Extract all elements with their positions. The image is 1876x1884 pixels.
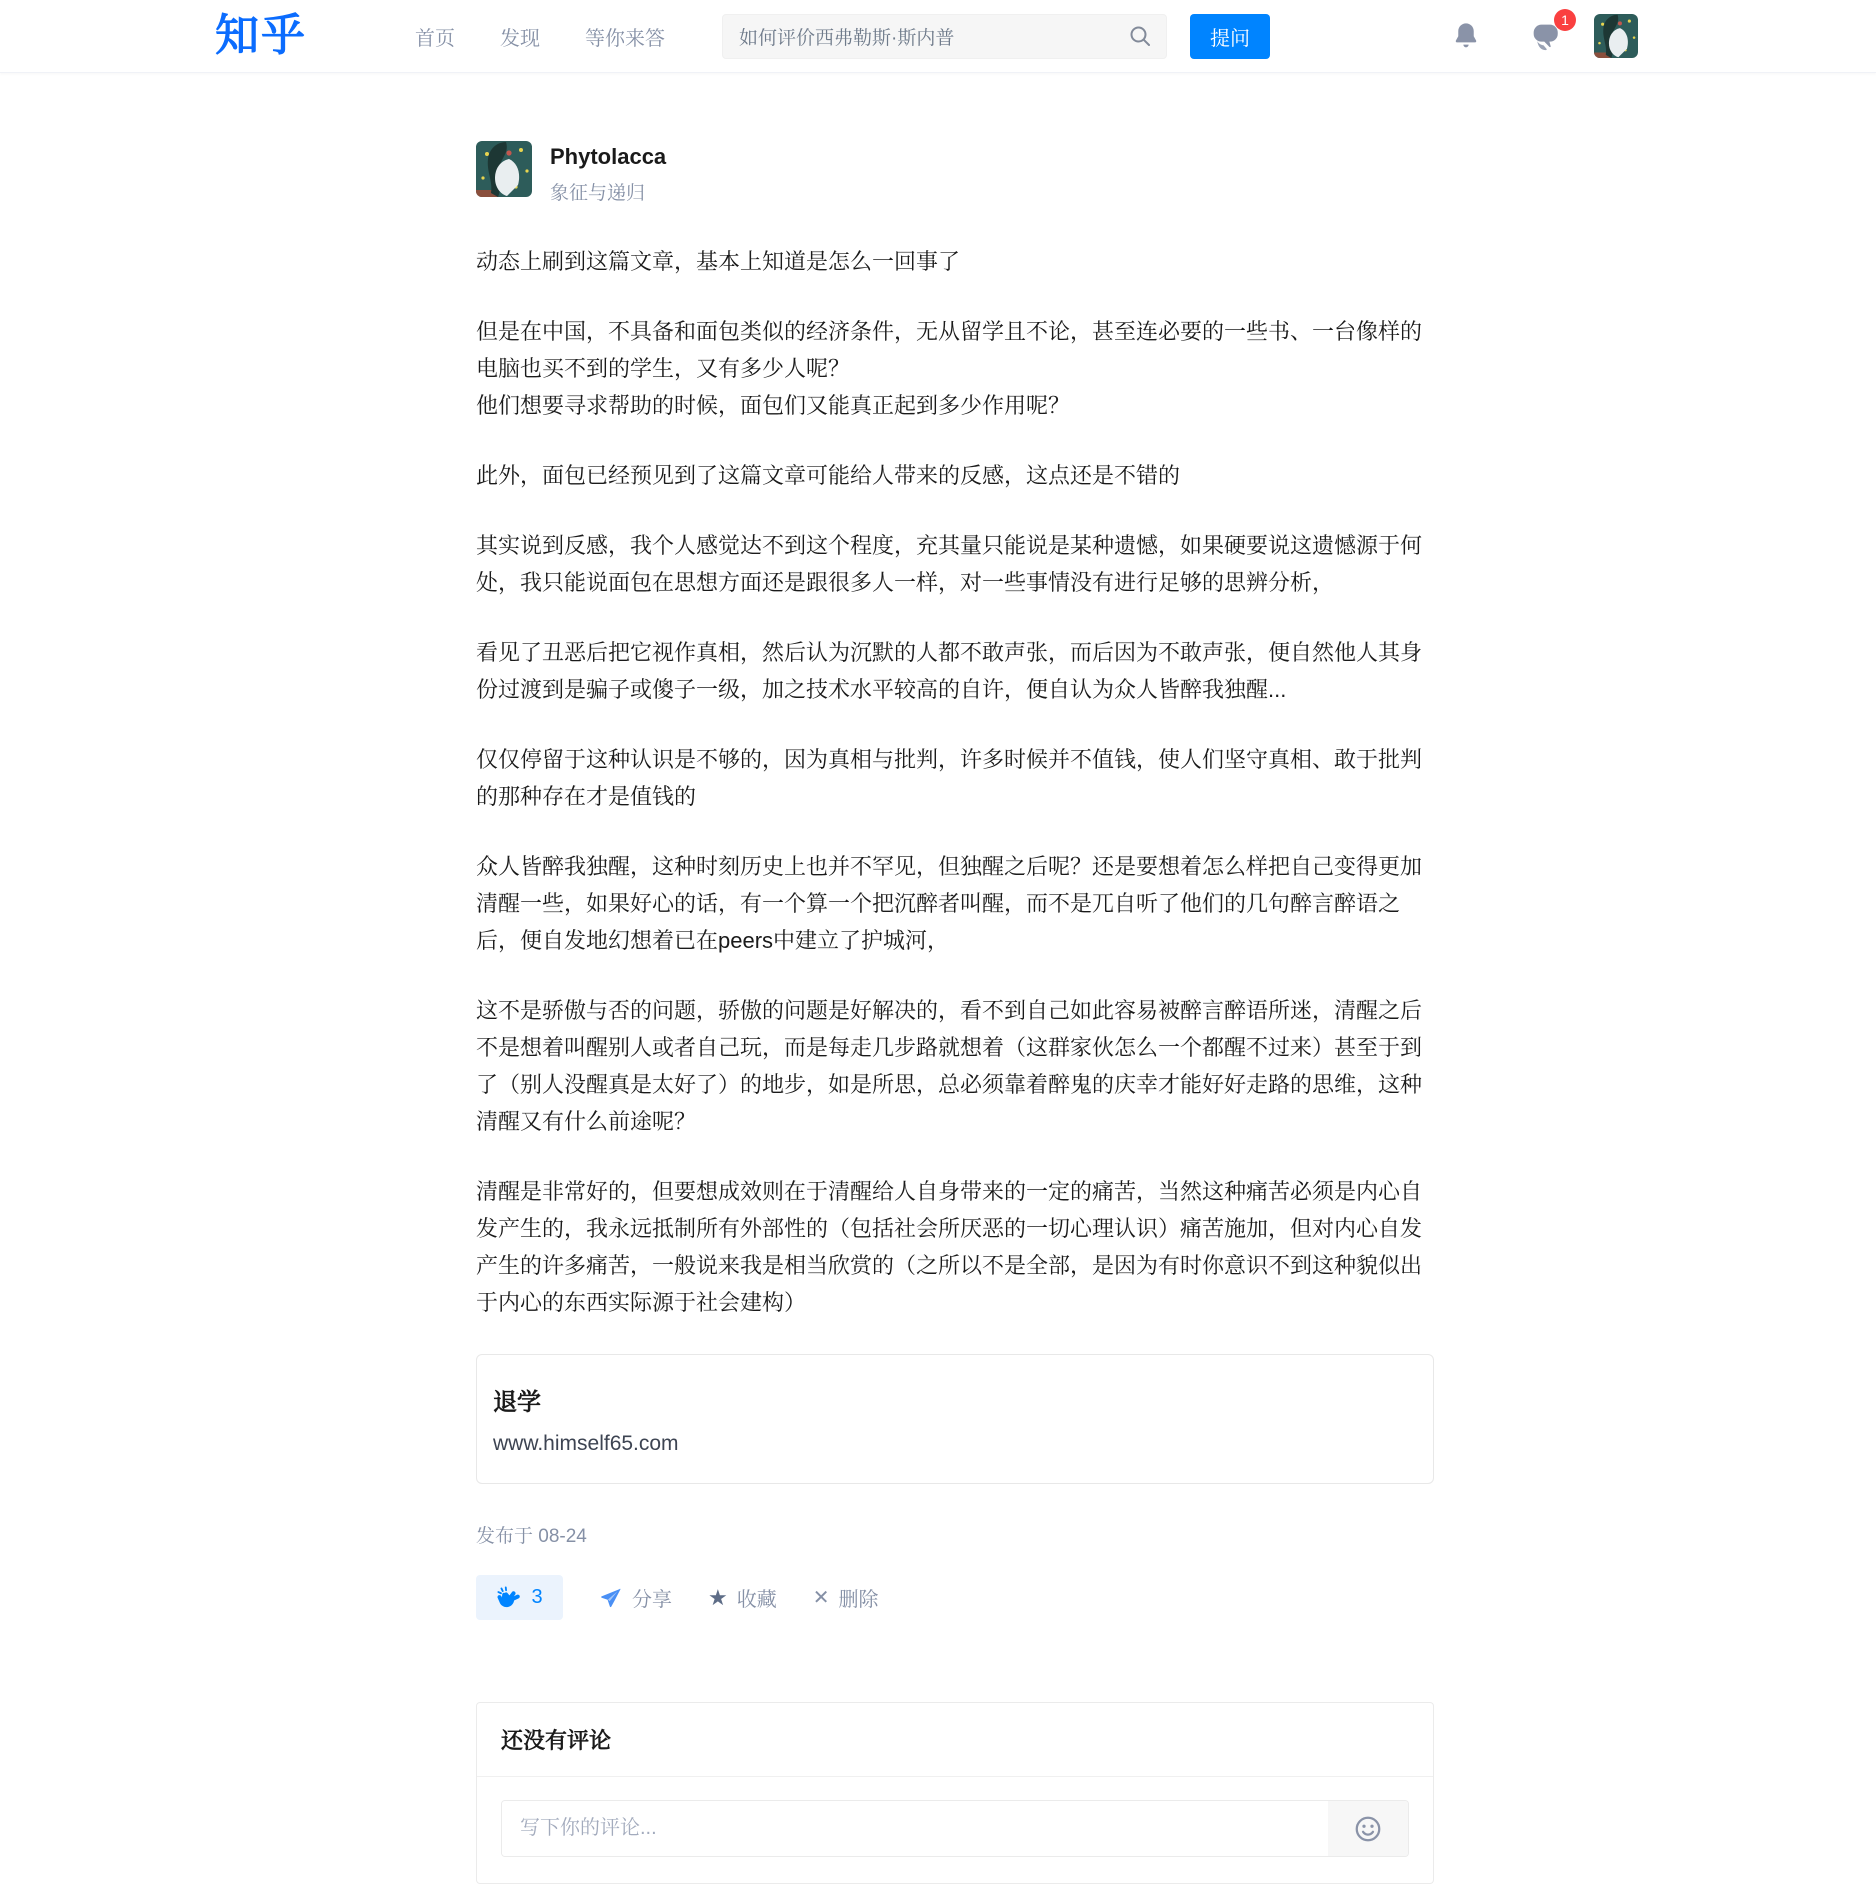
answer-body <box>476 243 1434 1321</box>
zhihu-logo[interactable]: 知乎 <box>215 11 307 60</box>
delete-label: 删除 <box>838 1589 879 1611</box>
search-input[interactable] <box>739 25 1128 47</box>
emoji-picker-button[interactable] <box>1328 1801 1408 1856</box>
clap-icon <box>496 1585 522 1611</box>
nav-links <box>415 22 710 51</box>
author-avatar-image <box>476 141 532 197</box>
comment-input[interactable] <box>502 1801 1328 1856</box>
answer-paragraph: 但是在中国，不具备和面包类似的经济条件，无从留学且不论，甚至连必要的一些书、一台像样的电脑也买不到的学生，又有多少人呢？ 他们想要寻求帮助的时候，面包们又能真正起到多少作用呢？ <box>476 319 1423 418</box>
share-button[interactable] <box>599 1583 672 1612</box>
link-card-title: 退学 <box>493 1389 541 1416</box>
answer-page <box>476 73 1434 1884</box>
user-avatar-image <box>1594 14 1638 58</box>
ask-question-button[interactable]: 提问 <box>1190 14 1270 59</box>
delete-button[interactable] <box>813 1583 879 1612</box>
link-card[interactable] <box>476 1354 1434 1484</box>
actions-bar <box>476 1575 1434 1620</box>
message-count-badge: 1 <box>1554 9 1576 31</box>
share-label: 分享 <box>632 1589 672 1611</box>
answer-paragraph: 众人皆醉我独醒，这种时刻历史上也并不罕见，但独醒之后呢？还是要想着怎么样把自己变得更加清醒一些，如果好心的话，有一个算一个把沉醉者叫醒，而不是兀自听了他们的几句醉言醉语之后，便自发地幻想着已在peers中建立了护城河， <box>476 854 1423 953</box>
star-icon: ★ <box>708 1584 728 1610</box>
answer-paragraph: 看见了丑恶后把它视作真相，然后认为沉默的人都不敢声张，而后因为不敢声张，便自然他人其身份过渡到是骗子或傻子一级，加之技术水平较高的自许，便自认为众人皆醉我独醒... <box>476 640 1423 702</box>
answer-paragraph: 这不是骄傲与否的问题，骄傲的问题是好解决的，看不到自己如此容易被醉言醉语所迷，清醒之后不是想着叫醒别人或者自己玩，而是每走几步路就想着（这群家伙怎么一个都醒不过来）甚至于到了（别人没醒真是太好了）的地步，如是所思，总必须靠着醉鬼的庆幸才能好好走路的思维，这种清醒又有什么前途呢？ <box>476 998 1423 1134</box>
nav-item-discover[interactable]: 发现 <box>500 27 540 50</box>
vote-button[interactable] <box>476 1575 563 1620</box>
comment-input-wrap <box>501 1800 1409 1857</box>
vote-count: 3 <box>531 1586 543 1608</box>
author-block <box>476 141 1434 205</box>
answer-paragraph: 清醒是非常好的，但要想成效则在于清醒给人自身带来的一定的痛苦，当然这种痛苦必须是内心自发产生的，我永远抵制所有外部性的（包括社会所厌恶的一切心理认识）痛苦施加，但对内心自发产生的许多痛苦，一般说来我是相当欣赏的（之所以不是全部，是因为有时你意识不到这种貌似出于内心的东西实际源于社会建构） <box>476 1179 1423 1315</box>
nav-item-home[interactable]: 首页 <box>415 27 455 50</box>
answer-paragraph: 此外，面包已经预见到了这篇文章可能给人带来的反感，这点还是不错的 <box>476 463 1181 488</box>
nav-right-cluster <box>1450 14 1638 58</box>
comments-empty-title: 还没有评论 <box>477 1703 1433 1777</box>
search-box[interactable] <box>722 14 1167 59</box>
answer-paragraph: 动态上刷到这篇文章，基本上知道是怎么一回事了 <box>476 249 961 274</box>
link-card-url: www.himself65.com <box>493 1432 679 1455</box>
favorite-button[interactable] <box>708 1583 777 1612</box>
messages-button[interactable] <box>1528 12 1569 53</box>
author-avatar[interactable] <box>476 141 532 197</box>
bell-icon <box>1450 20 1482 52</box>
top-navbar <box>0 0 1876 73</box>
paper-plane-icon <box>599 1586 623 1610</box>
favorite-label: 收藏 <box>736 1589 777 1611</box>
answer-paragraph: 仅仅停留于这种认识是不够的，因为真相与批判，许多时候并不值钱，使人们坚守真相、敢于批判的那种存在才是值钱的 <box>476 747 1423 809</box>
answer-paragraph: 其实说到反感，我个人感觉达不到这个程度，充其量只能说是某种遗憾，如果硬要说这遗憾源于何处，我只能说面包在思想方面还是跟很多人一样，对一些事情没有进行足够的思辨分析， <box>476 533 1423 595</box>
nav-item-waiting-answer[interactable]: 等你来答 <box>585 27 665 50</box>
smiley-icon <box>1353 1814 1383 1844</box>
user-avatar[interactable] <box>1594 14 1638 58</box>
author-name[interactable]: Phytolacca <box>550 144 667 169</box>
cross-icon: ✕ <box>812 1586 830 1609</box>
comments-section <box>476 1702 1434 1884</box>
notification-bell-button[interactable] <box>1450 20 1482 52</box>
publish-time: 发布于 08-24 <box>476 1526 587 1547</box>
search-icon[interactable] <box>1128 24 1152 48</box>
author-bio: 象征与递归 <box>550 183 646 204</box>
